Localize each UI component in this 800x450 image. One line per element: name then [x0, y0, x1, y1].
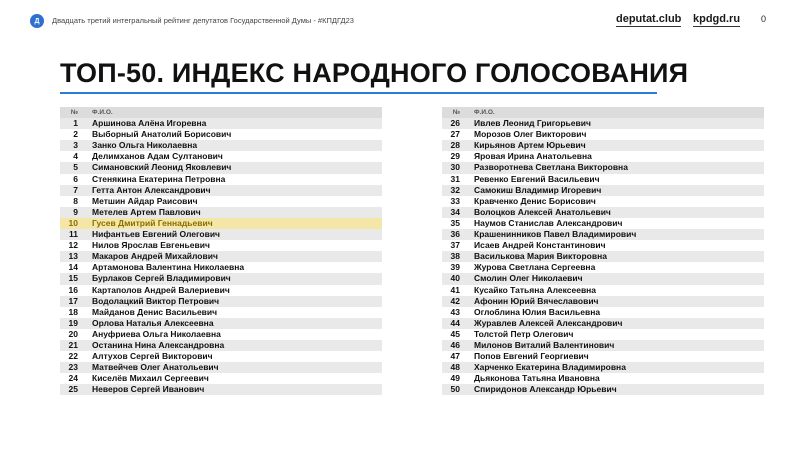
rank-number: 50	[442, 384, 470, 395]
table-row	[442, 207, 764, 218]
rank-number: 35	[442, 218, 470, 229]
deputy-name: Аршинова Алёна Игоревна	[88, 118, 382, 129]
deputy-name: Бурлаков Сергей Владимирович	[88, 273, 382, 284]
deputy-name: Нифантьев Евгений Олегович	[88, 229, 382, 240]
table-row	[442, 273, 764, 284]
rank-number: 43	[442, 307, 470, 318]
table-row	[442, 351, 764, 362]
deputy-name: Стенякина Екатерина Петровна	[88, 174, 382, 185]
rank-number: 30	[442, 162, 470, 173]
table-row	[60, 307, 382, 318]
table-row	[442, 362, 764, 373]
deputy-name: Кусайко Татьяна Алексеевна	[470, 285, 764, 296]
deputy-name: Ануфриева Ольга Николаевна	[88, 329, 382, 340]
deputy-name: Ивлев Леонид Григорьевич	[470, 118, 764, 129]
deputy-name: Попов Евгений Георгиевич	[470, 351, 764, 362]
table-row	[442, 262, 764, 273]
table-row	[60, 362, 382, 373]
deputy-name: Водолацкий Виктор Петрович	[88, 296, 382, 307]
rank-number: 18	[60, 307, 88, 318]
rank-number: 38	[442, 251, 470, 262]
deputy-name: Киселёв Михаил Сергеевич	[88, 373, 382, 384]
rank-number: 4	[60, 151, 88, 162]
deputy-name: Нилов Ярослав Евгеньевич	[88, 240, 382, 251]
table-row	[442, 340, 764, 351]
table-row	[60, 174, 382, 185]
rank-number: 40	[442, 273, 470, 284]
deputy-name: Макаров Андрей Михайлович	[88, 251, 382, 262]
kpdgd-link[interactable]: kpdgd.ru	[693, 13, 741, 25]
rank-number: 9	[60, 207, 88, 218]
deputy-name: Дьяконова Татьяна Ивановна	[470, 373, 764, 384]
header-subtitle: Двадцать третий интегральный рейтинг депутатов Государственной Думы - #КПДГД23	[52, 16, 354, 25]
table-row	[442, 185, 764, 196]
rank-number: 34	[442, 207, 470, 218]
table-row	[442, 251, 764, 262]
rank-number: 2	[60, 129, 88, 140]
page-title: ТОП-50. ИНДЕКС НАРОДНОГО ГОЛОСОВАНИЯ	[60, 58, 689, 88]
table-header-row	[442, 107, 764, 118]
rank-number: 1	[60, 118, 88, 129]
deputy-name: Харченко Екатерина Владимировна	[470, 362, 764, 373]
rank-number: 10	[60, 218, 88, 229]
table-row	[442, 151, 764, 162]
deputy-name: Журова Светлана Сергеевна	[470, 262, 764, 273]
table-row	[442, 218, 764, 229]
column-header-number: №	[442, 107, 470, 118]
table-row	[60, 129, 382, 140]
deputy-name: Кирьянов Артем Юрьевич	[470, 140, 764, 151]
table-row	[442, 162, 764, 173]
deputy-name: Гетта Антон Александрович	[88, 185, 382, 196]
table-row	[60, 251, 382, 262]
deputy-name: Симановский Леонид Яковлевич	[88, 162, 382, 173]
kpdgd-logo-icon: Д	[30, 14, 44, 28]
deputy-name: Василькова Мария Викторовна	[470, 251, 764, 262]
title-underline	[60, 92, 657, 94]
deputy-name: Майданов Денис Васильевич	[88, 307, 382, 318]
rank-number: 39	[442, 262, 470, 273]
rank-number: 20	[60, 329, 88, 340]
deputy-name: Метшин Айдар Раисович	[88, 196, 382, 207]
rank-number: 16	[60, 285, 88, 296]
table-row	[442, 196, 764, 207]
deputy-name: Смолин Олег Николаевич	[470, 273, 764, 284]
table-row	[442, 384, 764, 395]
rank-number: 26	[442, 118, 470, 129]
table-row	[442, 373, 764, 384]
deputy-name: Толстой Петр Олегович	[470, 329, 764, 340]
rank-number: 14	[60, 262, 88, 273]
rank-number: 11	[60, 229, 88, 240]
table-row	[442, 307, 764, 318]
deputy-name: Останина Нина Александровна	[88, 340, 382, 351]
column-header-name: Ф.И.О.	[88, 107, 382, 118]
table-row	[60, 140, 382, 151]
rank-number: 5	[60, 162, 88, 173]
rank-number: 7	[60, 185, 88, 196]
deputy-name: Яровая Ирина Анатольевна	[470, 151, 764, 162]
table-row	[60, 240, 382, 251]
deputy-name: Исаев Андрей Константинович	[470, 240, 764, 251]
deputy-name: Картаполов Андрей Валериевич	[88, 285, 382, 296]
deputy-name: Ревенко Евгений Васильевич	[470, 174, 764, 185]
rank-number: 48	[442, 362, 470, 373]
ranking-table-left	[60, 107, 382, 395]
deputy-name: Крашенинников Павел Владимирович	[470, 229, 764, 240]
deputy-name: Артамонова Валентина Николаевна	[88, 262, 382, 273]
deputy-name: Самокиш Владимир Игоревич	[470, 185, 764, 196]
rank-number: 21	[60, 340, 88, 351]
rank-number: 33	[442, 196, 470, 207]
deputy-name: Гусев Дмитрий Геннадьевич	[88, 218, 382, 229]
rank-number: 12	[60, 240, 88, 251]
rank-number: 36	[442, 229, 470, 240]
rank-number: 37	[442, 240, 470, 251]
table-row	[60, 207, 382, 218]
rank-number: 17	[60, 296, 88, 307]
table-row	[60, 329, 382, 340]
table-row	[60, 318, 382, 329]
rank-number: 8	[60, 196, 88, 207]
deputy-name: Делимханов Адам Султанович	[88, 151, 382, 162]
table-row-highlighted	[60, 218, 382, 229]
page-number: 0	[761, 14, 767, 24]
table-row	[442, 118, 764, 129]
table-row	[442, 229, 764, 240]
deputat-club-link[interactable]: deputat.club	[616, 13, 682, 25]
rank-number: 24	[60, 373, 88, 384]
rank-number: 6	[60, 174, 88, 185]
table-row	[60, 118, 382, 129]
slide-header	[0, 0, 800, 40]
rank-number: 41	[442, 285, 470, 296]
table-row	[442, 140, 764, 151]
table-row	[442, 129, 764, 140]
table-row	[60, 384, 382, 395]
table-row	[60, 273, 382, 284]
column-header-name: Ф.И.О.	[470, 107, 764, 118]
table-row	[442, 240, 764, 251]
rank-number: 25	[60, 384, 88, 395]
rank-number: 42	[442, 296, 470, 307]
deputy-name: Занко Ольга Николаевна	[88, 140, 382, 151]
table-row	[442, 318, 764, 329]
deputy-name: Метелев Артем Павлович	[88, 207, 382, 218]
deputy-name: Афонин Юрий Вячеславович	[470, 296, 764, 307]
rank-number: 32	[442, 185, 470, 196]
table-row	[60, 285, 382, 296]
table-row	[442, 174, 764, 185]
rank-number: 15	[60, 273, 88, 284]
column-header-number: №	[60, 107, 88, 118]
table-row	[60, 351, 382, 362]
rank-number: 31	[442, 174, 470, 185]
rank-number: 22	[60, 351, 88, 362]
deputy-name: Спиридонов Александр Юрьевич	[470, 384, 764, 395]
table-row	[60, 373, 382, 384]
rank-number: 29	[442, 151, 470, 162]
rank-number: 19	[60, 318, 88, 329]
table-row	[60, 162, 382, 173]
table-row	[442, 329, 764, 340]
table-row	[60, 340, 382, 351]
table-row	[442, 285, 764, 296]
deputy-name: Морозов Олег Викторович	[470, 129, 764, 140]
rank-number: 27	[442, 129, 470, 140]
rank-number: 45	[442, 329, 470, 340]
rank-number: 3	[60, 140, 88, 151]
deputy-name: Неверов Сергей Иванович	[88, 384, 382, 395]
table-row	[60, 296, 382, 307]
rank-number: 13	[60, 251, 88, 262]
rank-number: 23	[60, 362, 88, 373]
rank-number: 44	[442, 318, 470, 329]
deputy-name: Кравченко Денис Борисович	[470, 196, 764, 207]
table-row	[60, 262, 382, 273]
deputy-name: Журавлев Алексей Александрович	[470, 318, 764, 329]
rank-number: 46	[442, 340, 470, 351]
table-row	[60, 196, 382, 207]
deputy-name: Наумов Станислав Александрович	[470, 218, 764, 229]
deputy-name: Разворотнева Светлана Викторовна	[470, 162, 764, 173]
ranking-table-right	[442, 107, 764, 395]
table-row	[60, 229, 382, 240]
rank-number: 28	[442, 140, 470, 151]
deputy-name: Алтухов Сергей Викторович	[88, 351, 382, 362]
rank-number: 49	[442, 373, 470, 384]
deputy-name: Волоцков Алексей Анатольевич	[470, 207, 764, 218]
deputy-name: Орлова Наталья Алексеевна	[88, 318, 382, 329]
deputy-name: Оглоблина Юлия Васильевна	[470, 307, 764, 318]
table-row	[60, 151, 382, 162]
table-row	[442, 296, 764, 307]
deputy-name: Выборный Анатолий Борисович	[88, 129, 382, 140]
deputy-name: Матвейчев Олег Анатольевич	[88, 362, 382, 373]
table-header-row	[60, 107, 382, 118]
deputy-name: Милонов Виталий Валентинович	[470, 340, 764, 351]
rank-number: 47	[442, 351, 470, 362]
table-row	[60, 185, 382, 196]
